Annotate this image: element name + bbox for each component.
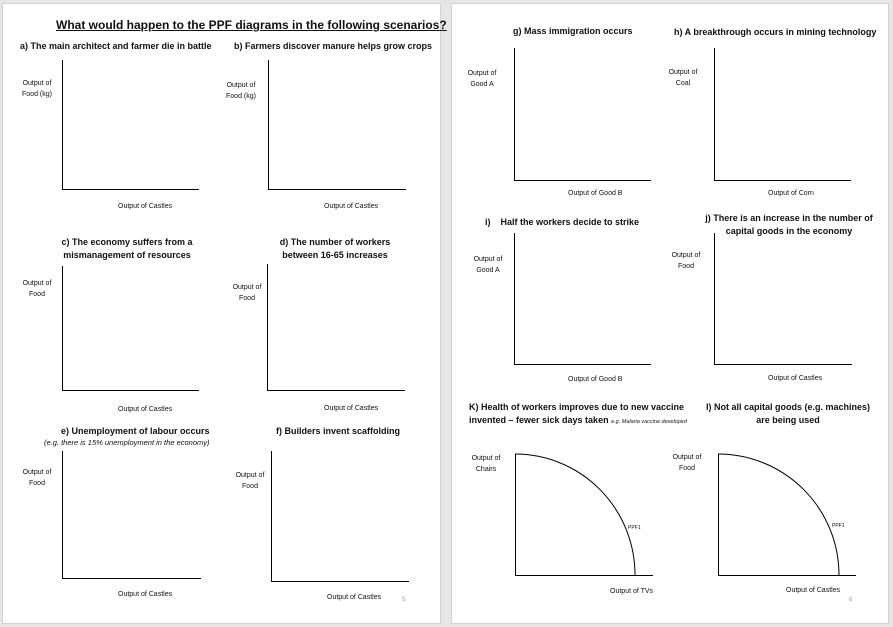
question-c-x-axis-label: Output of Castles	[118, 406, 173, 413]
question-f-y-axis-label: Output of Food	[235, 472, 265, 490]
question-j-title: j) There is an increase in the number of capital goods in the economy	[705, 213, 873, 236]
question-f-axes	[271, 451, 409, 582]
question-j-x-axis-label: Output of Castles	[768, 375, 823, 382]
page-number: 6	[849, 597, 853, 603]
question-a-y-axis-label: Output of Food (kg)	[22, 80, 52, 98]
question-a-x-axis-label: Output of Castles	[118, 203, 173, 210]
question-f-x-axis-label: Output of Castles	[327, 594, 382, 601]
question-h-title: h) A breakthrough occurs in mining technology	[674, 27, 877, 37]
worksheet-page-2	[452, 4, 888, 623]
worksheet-title: What would happen to the PPF diagrams in the following scenarios?	[56, 18, 447, 32]
page-number: 5	[402, 597, 406, 603]
question-d-x-axis-label: Output of Castles	[324, 405, 379, 412]
question-i-y-axis-label: Output of Good A	[473, 256, 503, 274]
question-k-ppf-label: PPF1	[628, 525, 641, 531]
question-h-y-axis-label: Output of Coal	[668, 69, 698, 87]
question-k-x-axis-label: Output of TVs	[610, 588, 654, 595]
question-l-title: l) Not all capital goods (e.g. machines) are being used	[706, 402, 871, 425]
question-e-x-axis-label: Output of Castles	[118, 591, 173, 598]
question-k-y-axis-label: Output of Chairs	[471, 455, 501, 473]
question-b-y-axis-label: Output of Food (kg)	[226, 82, 256, 100]
question-g-axes	[514, 48, 651, 181]
question-k-ppf-curve	[515, 454, 652, 576]
question-j-axes	[714, 233, 852, 365]
worksheet-page-1	[3, 4, 447, 623]
question-a-title: a) The main architect and farmer die in battle	[20, 41, 212, 51]
question-h-axes	[714, 48, 851, 181]
question-c-title: c) The economy suffers from a mismanagement of resources	[61, 237, 193, 260]
question-e-title: e) Unemployment of labour occurs	[61, 426, 210, 436]
question-g-y-axis-label: Output of Good A	[467, 70, 497, 88]
question-d-y-axis-label: Output of Food	[232, 284, 262, 302]
question-c-y-axis-label: Output of Food	[22, 280, 52, 298]
question-i-x-axis-label: Output of Good B	[568, 376, 623, 383]
question-k-title: K) Health of workers improves due to new vaccine invented – fewer sick days taken e.g. Malaria vaccine developed	[469, 402, 687, 425]
question-l-ppf-label: PPF1	[832, 523, 845, 529]
question-l-y-axis-label: Output of Food	[672, 454, 702, 472]
question-c-axes	[62, 266, 199, 391]
question-h-x-axis-label: Output of Corn	[768, 190, 814, 197]
question-b-x-axis-label: Output of Castles	[324, 203, 379, 210]
question-d-title: d) The number of workers between 16-65 increases	[279, 237, 391, 260]
question-f-title: f) Builders invent scaffolding	[276, 426, 401, 436]
question-b-axes	[268, 60, 406, 190]
question-g-x-axis-label: Output of Good B	[568, 190, 623, 197]
question-e-axes	[62, 451, 201, 579]
question-i-axes	[514, 233, 651, 365]
question-a-axes	[62, 60, 199, 190]
question-g-title: g) Mass immigration occurs	[513, 26, 633, 36]
question-j-y-axis-label: Output of Food	[671, 252, 701, 270]
question-e-y-axis-label: Output of Food	[22, 469, 52, 487]
question-l-ppf-curve	[718, 454, 855, 576]
question-l-x-axis-label: Output of Castles	[786, 587, 841, 594]
question-i-title: i) Half the workers decide to strike	[485, 217, 640, 227]
question-b-title: b) Farmers discover manure helps grow crops	[234, 41, 433, 51]
question-d-axes	[267, 264, 405, 391]
question-e-subtitle: (e.g. there is 15% unemployment in the economy)	[44, 438, 210, 447]
question-k-note: e.g. Malaria vaccine developed	[611, 419, 687, 425]
